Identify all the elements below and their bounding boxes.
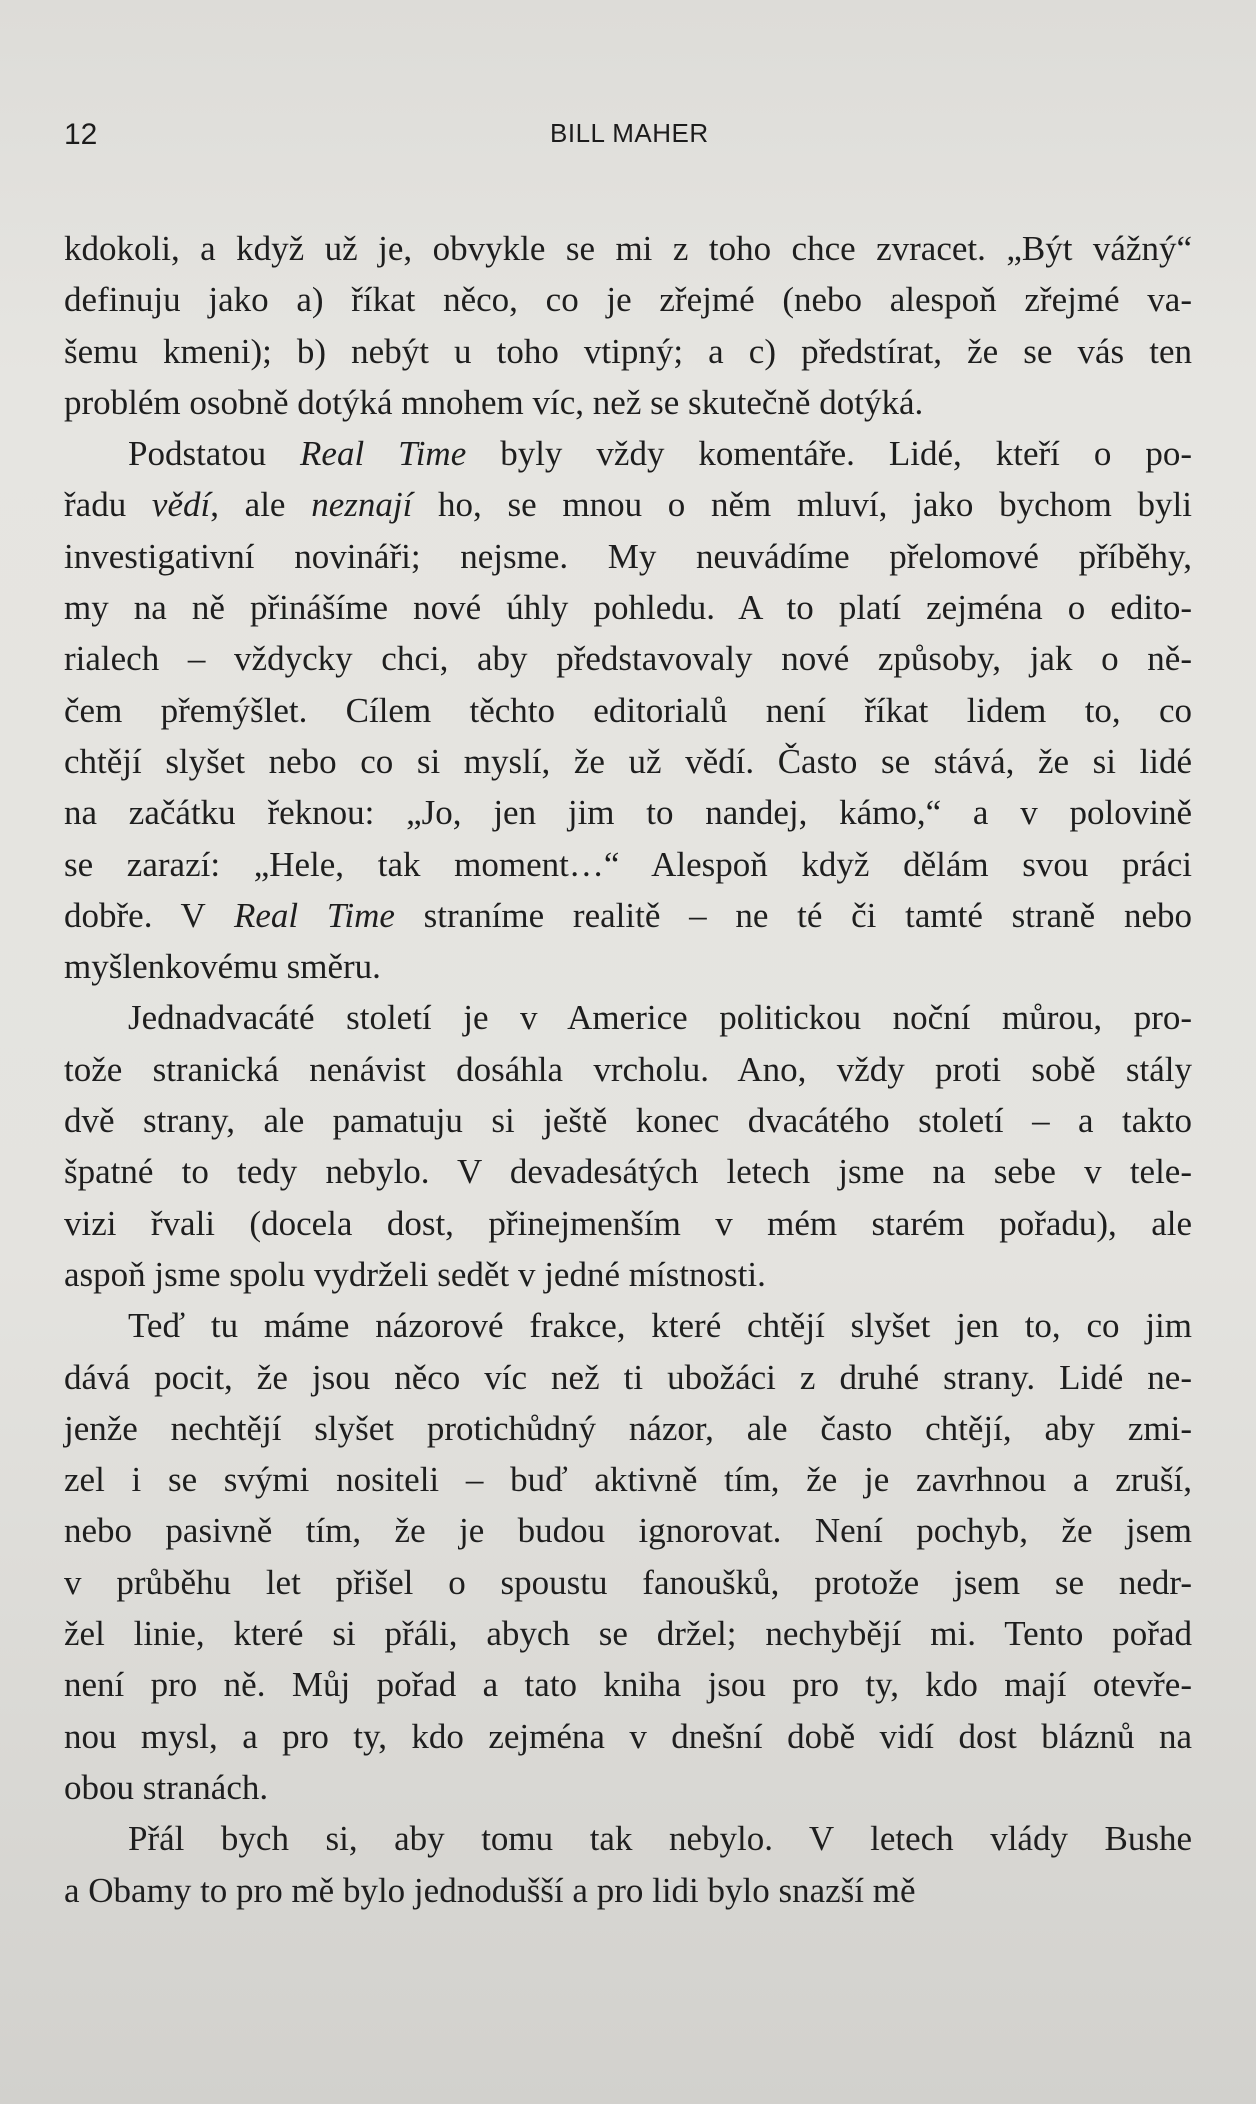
italic-title: Real Time (300, 434, 467, 474)
text-line: chtějí slyšet nebo co si myslí, že už vědí. Často se stává, že si lidé (64, 741, 1192, 781)
body-text (64, 223, 1192, 1916)
text-line: kdokoli, a když už je, obvykle se mi z toho chce zvracet. „Být vážný“ (64, 229, 1192, 268)
text-line: a Obamy to pro mě bylo jednodušší a pro lidi bylo snazší mě (64, 1870, 916, 1910)
text-line (64, 428, 1192, 479)
page-header (64, 118, 1192, 158)
text-line: myšlenkovému směru. (64, 947, 381, 987)
text-line: šemu kmeni); b) nebýt u toho vtipný; a c) předstírat, že se vás ten (64, 331, 1192, 371)
italic-title: neznají (311, 485, 413, 525)
text-line (64, 890, 1192, 941)
text-line: dává pocit, že jsou něco víc než ti ubožáci z druhé strany. Lidé ne- (64, 1357, 1192, 1397)
text-line: my na ně přinášíme nové úhly pohledu. A to platí zejména o edito- (64, 588, 1192, 628)
paragraph (64, 992, 1192, 1300)
text-line: obou stranách. (64, 1767, 269, 1807)
text-line: nou mysl, a pro ty, kdo zejména v dnešní době vidí dost bláznů na (64, 1716, 1192, 1756)
text-line: definuju jako a) říkat něco, co je zřejmé (nebo alespoň zřejmé va- (64, 280, 1192, 320)
text-line: jenže nechtějí slyšet protichůdný názor, ale často chtějí, aby zmi- (64, 1408, 1192, 1448)
italic-title: vědí (151, 485, 211, 525)
paragraph (64, 1300, 1192, 1813)
text-segment: Podstatou (128, 434, 301, 474)
text-line: Jednadvacáté století je v Americe politickou noční můrou, pro- (128, 998, 1192, 1038)
text-line: v průběhu let přišel o spoustu fanoušků, protože jsem se nedr- (64, 1562, 1192, 1602)
text-segment: dobře. V (64, 895, 234, 935)
text-line: zel i se svými nositeli – buď aktivně tím, že je zavrhnou a zruší, (64, 1460, 1192, 1500)
text-line: tože stranická nenávist dosáhla vrcholu. Ano, vždy proti sobě stály (64, 1049, 1192, 1089)
italic-title: Real Time (233, 895, 395, 935)
text-line: na začátku řeknou: „Jo, jen jim to nandej, kámo,“ a v polovině (64, 793, 1192, 833)
text-segment: byly vždy komentáře. Lidé, kteří o po- (466, 434, 1192, 474)
text-line: rialech – vždycky chci, aby představovaly nové způsoby, jak o ně- (64, 639, 1192, 679)
paragraph (64, 1813, 1192, 1916)
page-number: 12 (64, 118, 98, 151)
running-head: BILL MAHER (550, 118, 709, 148)
text-line: dvě strany, ale pamatuju si ještě konec dvacátého století – a takto (64, 1101, 1192, 1141)
text-line: Teď tu máme názorové frakce, které chtějí slyšet jen to, co jim (128, 1306, 1192, 1346)
text-line: problém osobně dotýká mnohem víc, než se skutečně dotýká. (64, 382, 924, 422)
text-line: není pro ně. Můj pořad a tato kniha jsou pro ty, kdo mají otevře- (64, 1665, 1192, 1705)
text-line: nebo pasivně tím, že je budou ignorovat. Není pochyb, že jsem (64, 1511, 1192, 1551)
text-line: žel linie, které si přáli, abych se držel; nechybějí mi. Tento pořad (64, 1614, 1192, 1654)
paragraph (64, 223, 1192, 428)
paragraph (64, 428, 1192, 992)
text-segment: ho, se mnou o něm mluví, jako bychom byli (412, 485, 1192, 525)
text-line: špatné to tedy nebylo. V devadesátých letech jsme na sebe v tele- (64, 1152, 1192, 1192)
text-segment: , ale (210, 485, 312, 525)
text-line (64, 479, 1192, 530)
text-line: vizi řvali (docela dost, přinejmenším v mém starém pořadu), ale (64, 1203, 1192, 1243)
text-segment: řadu (64, 485, 152, 525)
text-line: Přál bych si, aby tomu tak nebylo. V letech vlády Bushe (128, 1819, 1192, 1859)
text-segment: straníme realitě – ne té či tamté straně nebo (394, 895, 1192, 935)
text-line: aspoň jsme spolu vydrželi sedět v jedné místnosti. (64, 1254, 766, 1294)
text-line: čem přemýšlet. Cílem těchto editorialů není říkat lidem to, co (64, 690, 1192, 730)
text-line: se zarazí: „Hele, tak moment…“ Alespoň když dělám svou práci (64, 844, 1192, 884)
text-line: investigativní novináři; nejsme. My neuvádíme přelomové příběhy, (64, 536, 1192, 576)
